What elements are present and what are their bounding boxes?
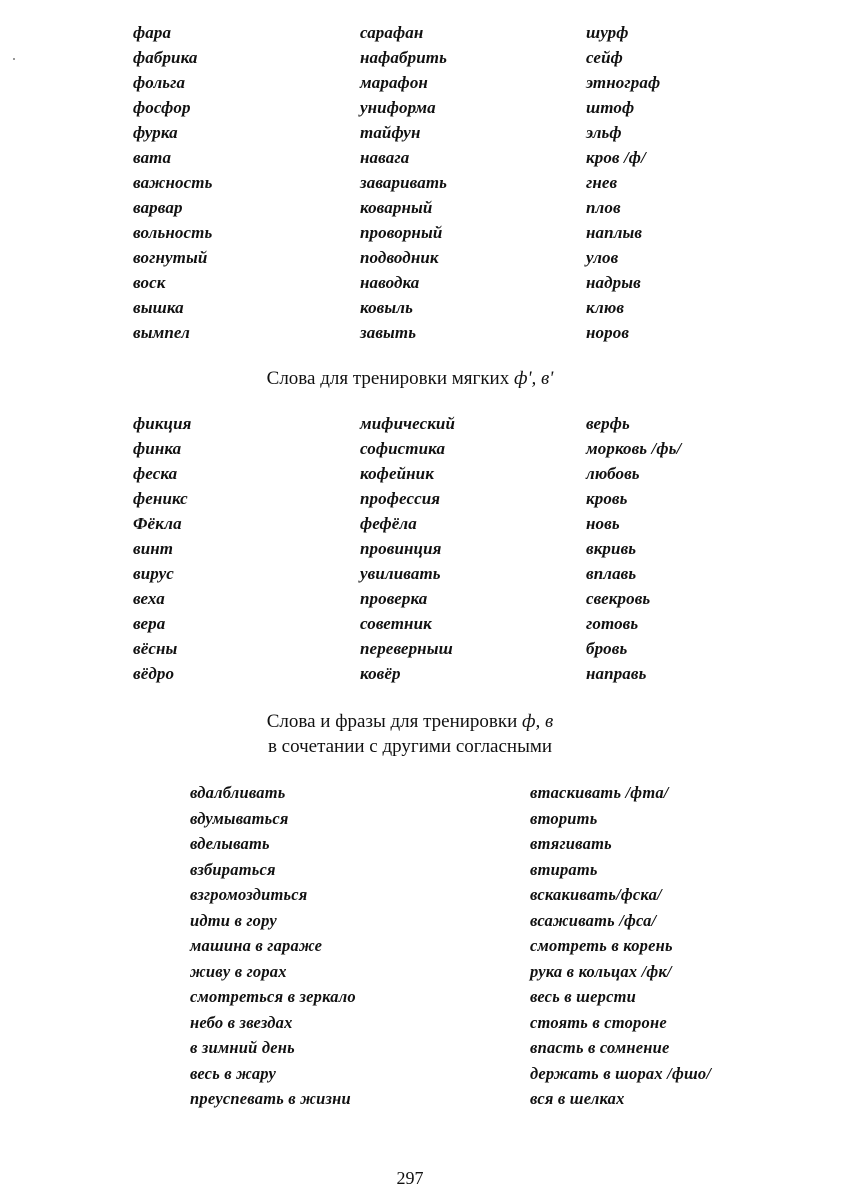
word: переверныш bbox=[360, 639, 453, 658]
phrase: преуспевать в жизни bbox=[190, 1089, 351, 1108]
word: ковёр bbox=[360, 664, 401, 683]
phrase: небо в звездах bbox=[190, 1012, 293, 1032]
word: вёдро bbox=[133, 664, 175, 683]
word: вата bbox=[133, 148, 172, 167]
word: финка bbox=[133, 439, 182, 458]
phrase: втаскивать /фта/ bbox=[530, 783, 669, 802]
word: кровь bbox=[586, 489, 628, 508]
word: завыть bbox=[360, 323, 417, 342]
word: винт bbox=[133, 539, 174, 558]
word-column-1 bbox=[133, 411, 363, 686]
word: навага bbox=[360, 148, 410, 167]
word: надрыв bbox=[586, 273, 641, 292]
scan-speck bbox=[13, 58, 15, 60]
phrase: всаживать /фса/ bbox=[530, 910, 657, 930]
word: увиливать bbox=[360, 564, 441, 583]
word: вёсны bbox=[133, 639, 178, 658]
phrase-column-2 bbox=[530, 780, 848, 1112]
word: ковыль bbox=[360, 298, 413, 317]
word: штоф bbox=[586, 98, 635, 117]
word-column-3 bbox=[586, 411, 816, 686]
word: наводка bbox=[360, 273, 420, 292]
word: вера bbox=[133, 614, 166, 633]
word: свекровь bbox=[586, 589, 651, 608]
phrase: весь в жару bbox=[190, 1063, 277, 1083]
phrase: идти в гору bbox=[190, 910, 277, 930]
phrase: втягивать bbox=[530, 834, 612, 853]
word: плов bbox=[586, 198, 621, 217]
heading-italic: ф, в bbox=[522, 711, 554, 732]
word: кров /ф/ bbox=[586, 148, 646, 167]
word: верфь bbox=[586, 414, 630, 433]
word: вышка bbox=[133, 298, 184, 317]
word: советник bbox=[360, 614, 432, 633]
heading-text: Слова для тренировки мягких bbox=[266, 368, 514, 389]
word: вплавь bbox=[586, 564, 637, 583]
word: эльф bbox=[586, 123, 622, 142]
word: гнев bbox=[586, 173, 618, 192]
section-heading-clusters bbox=[0, 709, 820, 734]
word: улов bbox=[586, 248, 619, 267]
word: феска bbox=[133, 464, 178, 483]
word: кофейник bbox=[360, 464, 434, 483]
word: шурф bbox=[586, 23, 629, 42]
word: сарафан bbox=[360, 23, 424, 42]
word: важность bbox=[133, 173, 213, 192]
word: морковь /фь/ bbox=[586, 439, 682, 458]
phrase: машина в гараже bbox=[190, 936, 323, 955]
word: фосфор bbox=[133, 98, 191, 117]
word: фурка bbox=[133, 123, 178, 142]
word: подводник bbox=[360, 248, 439, 267]
word: вогнутый bbox=[133, 248, 208, 267]
heading-text: в сочетании с другими согласными bbox=[267, 736, 553, 757]
word: клюв bbox=[586, 298, 625, 317]
word: варвар bbox=[133, 198, 183, 217]
word: веха bbox=[133, 589, 165, 608]
phrase: вделывать bbox=[190, 834, 270, 853]
phrase: вторить bbox=[530, 808, 598, 828]
word: бровь bbox=[586, 639, 628, 658]
word: фефёла bbox=[360, 514, 417, 533]
phrase: держать в шорах /фшо/ bbox=[530, 1063, 712, 1083]
word: Фёкла bbox=[133, 514, 182, 533]
phrase: взбираться bbox=[190, 859, 276, 879]
word: готовь bbox=[586, 614, 639, 633]
word: профессия bbox=[360, 489, 441, 508]
word: униформа bbox=[360, 98, 436, 117]
word: нафабрить bbox=[360, 48, 447, 67]
word: направь bbox=[586, 664, 647, 683]
phrase: живу в горах bbox=[190, 961, 287, 981]
word: коварный bbox=[360, 198, 433, 217]
word: марафон bbox=[360, 73, 428, 92]
word: наплыв bbox=[586, 223, 643, 242]
section-heading-soft bbox=[0, 366, 820, 391]
word: фольга bbox=[133, 73, 186, 92]
phrase: смотреться в зеркало bbox=[190, 987, 356, 1006]
word: проворный bbox=[360, 223, 443, 242]
word-column-2 bbox=[360, 20, 590, 345]
phrase: взгромоздиться bbox=[190, 885, 308, 904]
phrase: втирать bbox=[530, 859, 598, 879]
phrase: смотреть в корень bbox=[530, 936, 673, 955]
heading-italic: ф', в' bbox=[513, 368, 554, 389]
word: фикция bbox=[133, 414, 192, 433]
phrase: вскакивать/фска/ bbox=[530, 885, 662, 904]
page-number: 297 bbox=[396, 1168, 424, 1188]
word: фара bbox=[133, 23, 172, 42]
word: вымпел bbox=[133, 323, 190, 342]
word: фабрика bbox=[133, 48, 198, 67]
word: заваривать bbox=[360, 173, 448, 192]
phrase: вдумываться bbox=[190, 808, 289, 828]
phrase: стоять в стороне bbox=[530, 1012, 667, 1032]
word: мифический bbox=[360, 414, 456, 433]
word: вкривь bbox=[586, 539, 637, 558]
phrase: рука в кольцах /фк/ bbox=[530, 961, 672, 981]
phrase: весь в шерсти bbox=[530, 987, 637, 1006]
phrase: впасть в сомнение bbox=[530, 1038, 670, 1057]
phrase: вся в шелках bbox=[530, 1089, 625, 1108]
word: вирус bbox=[133, 564, 174, 583]
word-column-3 bbox=[586, 20, 816, 345]
section-heading-clusters-line2 bbox=[0, 734, 820, 759]
phrase: вдалбливать bbox=[190, 783, 286, 802]
word: проверка bbox=[360, 589, 428, 608]
phrase-column-1 bbox=[190, 780, 520, 1112]
word-column-2 bbox=[360, 411, 590, 686]
word: софистика bbox=[360, 439, 446, 458]
word: сейф bbox=[586, 48, 623, 67]
heading-text: Слова и фразы для тренировки bbox=[266, 711, 523, 732]
word: этнограф bbox=[586, 73, 661, 92]
word: феникс bbox=[133, 489, 188, 508]
word: тайфун bbox=[360, 123, 421, 142]
word: провинция bbox=[360, 539, 442, 558]
word-column-1 bbox=[133, 20, 363, 345]
word: новь bbox=[586, 514, 620, 533]
word: норов bbox=[586, 323, 630, 342]
phrase: в зимний день bbox=[190, 1038, 295, 1057]
word: любовь bbox=[586, 464, 640, 483]
word: вольность bbox=[133, 223, 213, 242]
word: воск bbox=[133, 273, 166, 292]
